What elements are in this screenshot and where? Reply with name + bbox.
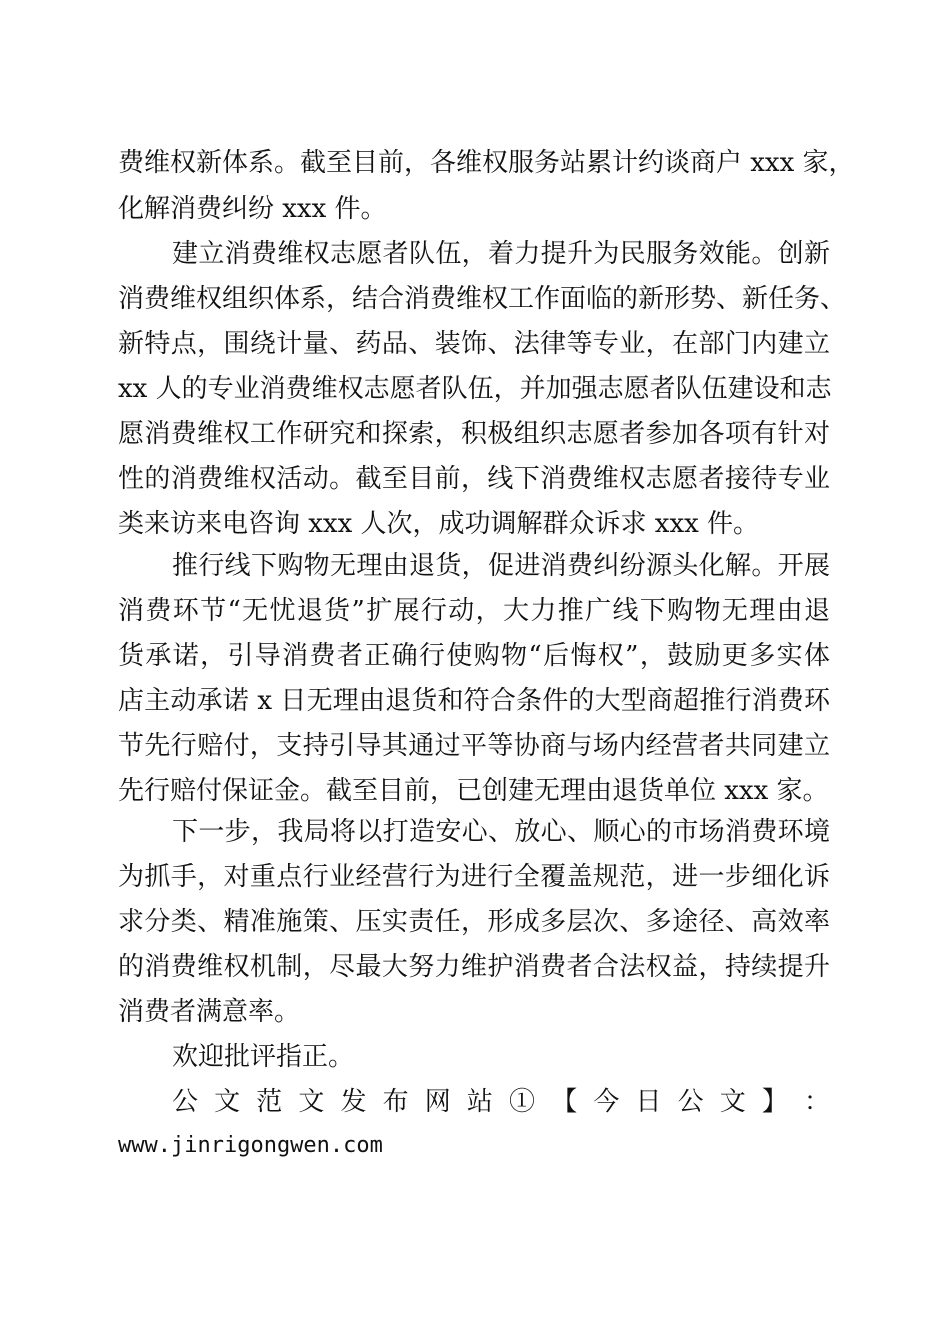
footer-site-label: 公 文 范 文 发 布 网 站 ① 【 今 日 公 文 】 ： [172,1087,830,1117]
paragraph-2-line-7: 类来访来电咨询 xxx 人次，成功调解群众诉求 xxx 件。 [118,509,760,539]
paragraph-2-line-1: 建立消费维权志愿者队伍，着力提升为民服务效能。创新 [172,239,830,269]
paragraph-4-line-5: 消费者满意率。 [118,997,301,1027]
paragraph-3-line-5: 节先行赔付，支持引导其通过平等协商与场内经营者共同建立 [118,731,830,761]
paragraph-2-line-4: xx 人的专业消费维权志愿者队伍，并加强志愿者队伍建设和志 [118,374,832,404]
paragraph-4-line-1: 下一步，我局将以打造安心、放心、顺心的市场消费环境 [172,817,830,847]
paragraph-2-line-6: 性的消费维权活动。截至目前，线下消费维权志愿者接待专业 [118,464,830,494]
paragraph-2-line-3: 新特点，围绕计量、药品、装饰、法律等专业，在部门内建立 [118,329,830,359]
paragraph-3-line-3: 货承诺，引导消费者正确行使购物“后悔权”，鼓励更多实体 [118,641,830,671]
paragraph-3-line-2: 消费环节“无忧退货”扩展行动，大力推广线下购物无理由退 [118,596,830,626]
paragraph-5-line-1: 欢迎批评指正。 [172,1042,355,1072]
paragraph-1-line-1: 费维权新体系。截至目前，各维权服务站累计约谈商户 xxx 家， [118,148,855,178]
paragraph-4-line-4: 的消费维权机制，尽最大努力维护消费者合法权益，持续提升 [118,952,830,982]
paragraph-3-line-6: 先行赔付保证金。截至目前，已创建无理由退货单位 xxx 家。 [118,776,829,806]
paragraph-4-line-3: 求分类、精准施策、压实责任，形成多层次、多途径、高效率 [118,907,830,937]
paragraph-1-line-2: 化解消费纠纷 xxx 件。 [118,194,387,224]
footer-url-link[interactable]: www.jinrigongwen.com [118,1133,383,1158]
paragraph-3-line-1: 推行线下购物无理由退货，促进消费纠纷源头化解。开展 [172,551,830,581]
paragraph-2-line-2: 消费维权组织体系，结合消费维权工作面临的新形势、新任务、 [118,284,847,314]
paragraph-3-line-4: 店主动承诺 x 日无理由退货和符合条件的大型商超推行消费环 [118,686,830,716]
paragraph-2-line-5: 愿消费维权工作研究和探索，积极组织志愿者参加各项有针对 [118,419,830,449]
paragraph-4-line-2: 为抓手，对重点行业经营行为进行全覆盖规范，进一步细化诉 [118,862,830,892]
